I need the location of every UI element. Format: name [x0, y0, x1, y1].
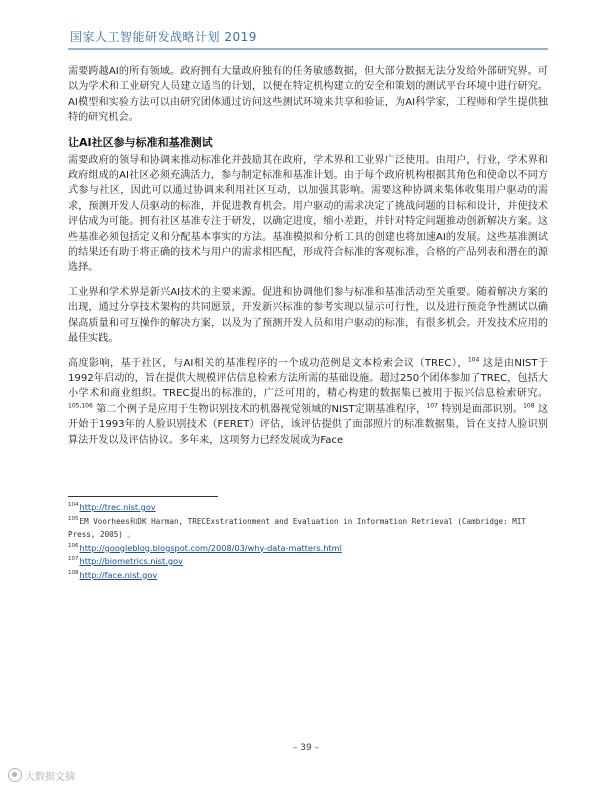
footnote-106 [68, 542, 548, 556]
footnote-link-trec[interactable]: http://trec.nist.gov [79, 502, 156, 512]
main-content [68, 64, 548, 457]
paragraph-4-part-d: 特别是面部识别。 [437, 403, 524, 415]
footnote-ref-108[interactable]: 108 [523, 402, 535, 410]
watermark-text: 大数据文摘 [25, 771, 75, 783]
paragraph-1: 需要跨越AI的所有领域。政府拥有大量政府独有的任务敏感数据，但大部分数据无法分发给外部研究界。可以为学术和工业研究人员建立适当的计划，以便在特定机构建立的安全和策划的测试平台环境中进行研究。AI模型和实验方法可以由研究团体通过访问这些测试环境来共享和验证，为AI科学家，工程师和学生提供独特的研究机会。 [68, 66, 548, 124]
footnote-link-face[interactable]: http://face.nist.gov [79, 569, 158, 580]
paragraph-4-part-b: 这是由NIST于1992年启动的，旨在提供大规模评估信息检索方法所需的基础设施。超过250个团体参加了TREC，包括大小学术和商业组织。TREC提出的标准的，广泛可用的，精心构建的数据集已被用于振兴信息检索研究。 [68, 357, 549, 400]
paragraph-4-part-a: 高度影响，基于社区，与AI相关的基准程序的一个成功范例是文本检索会议（TREC）， [68, 357, 468, 369]
footnote-number: 107 [68, 556, 79, 563]
page-number: – 39 – [292, 743, 320, 753]
footnote-ref-104[interactable]: 104 [467, 356, 480, 364]
footnote-ref-105-106[interactable]: 105,106 [68, 402, 93, 410]
footnote-105 [68, 515, 548, 542]
footnote-number: 104 [68, 502, 79, 509]
header-title: 国家人工智能研发战略计划 2019 [70, 30, 257, 44]
paragraph-4-part-c: 第二个例子是应用于生物识别技术的机器视觉领域的NIST定期基准程序， [92, 403, 427, 415]
footnote-link-biometrics[interactable]: http://biometrics.nist.gov [79, 556, 183, 566]
footnote-number: 108 [68, 569, 79, 576]
footnotes [68, 501, 548, 582]
paragraph-2: 需要政府的领导和协调来推动标准化并鼓励其在政府，学术界和工业界广泛使用。由用户，行业，学术界和政府组成的AI社区必须充满活力，参与制定标准和基准计划。由于每个政府机构根据其角色和使命以不同方式参与社区，因此可以通过协调来利用社区互动，以加强其影响。需要这种协调来集体收集用户驱动的需求，预测开发人员驱动的标准，并促进教育机会。用户驱动的需求决定了挑战问题的目标和设计，并使技术评估成为可能。拥有社区基准专注于研发，以确定进度，缩小差距，并针对特定问题推动创新解决方案。这些基准必须包括定义和分配基本事实的方法。基准模拟和分析工具的创建也将加速AI的发展。这些基准测试的结果还有助于将正确的技术与用户的需求相匹配，形成符合标准的客观标准，合格的产品列表和潜在的源选择。 [68, 154, 548, 274]
watermark-logo-icon [8, 768, 22, 782]
watermark [8, 766, 75, 784]
footnote-number: 105 [68, 515, 79, 522]
footnote-number: 106 [68, 542, 79, 549]
footnote-ref-107[interactable]: 107 [426, 402, 438, 410]
section-heading: 让AI社区参与标准和基准测试 [68, 135, 213, 149]
footnote-107 [68, 555, 548, 569]
footnote-citation-text: EM Voorhees和DK Harman, TRECExstrationment and Evaluation in Information Retrieval (Cambridge: MIT Press, 2005) 。 [68, 516, 526, 539]
page-header [68, 26, 548, 50]
footnote-link-googleblog[interactable]: http://googleblog.blogspot.com/2008/03/why-data-matters.html [79, 542, 342, 553]
footnote-divider [68, 496, 218, 497]
paragraph-3: 工业界和学术界是新兴AI技术的主要来源。促进和协调他们参与标准和基准活动至关重要。随着解决方案的出现，通过分享技术架构的共同愿景，开发新兴标准的参考实现以显示可行性，以及进行预竞争性测试以确保高质量和可互操作的解决方案，以及为了预测开发人员和用户驱动的标准，有很多机会。开发技术应用的最佳实践。 [68, 286, 548, 345]
paragraph-4-part-e: 这开始于1993年的人脸识别技术（FERET）评估，该评估提供了面部照片的标准数据集，旨在支持人脸识别算法开发以及评估协议。多年来，这项努力已经发展成为Face [68, 403, 548, 446]
paragraph-4 [68, 356, 548, 448]
footnote-108 [68, 569, 548, 583]
footnote-104 [68, 501, 548, 515]
